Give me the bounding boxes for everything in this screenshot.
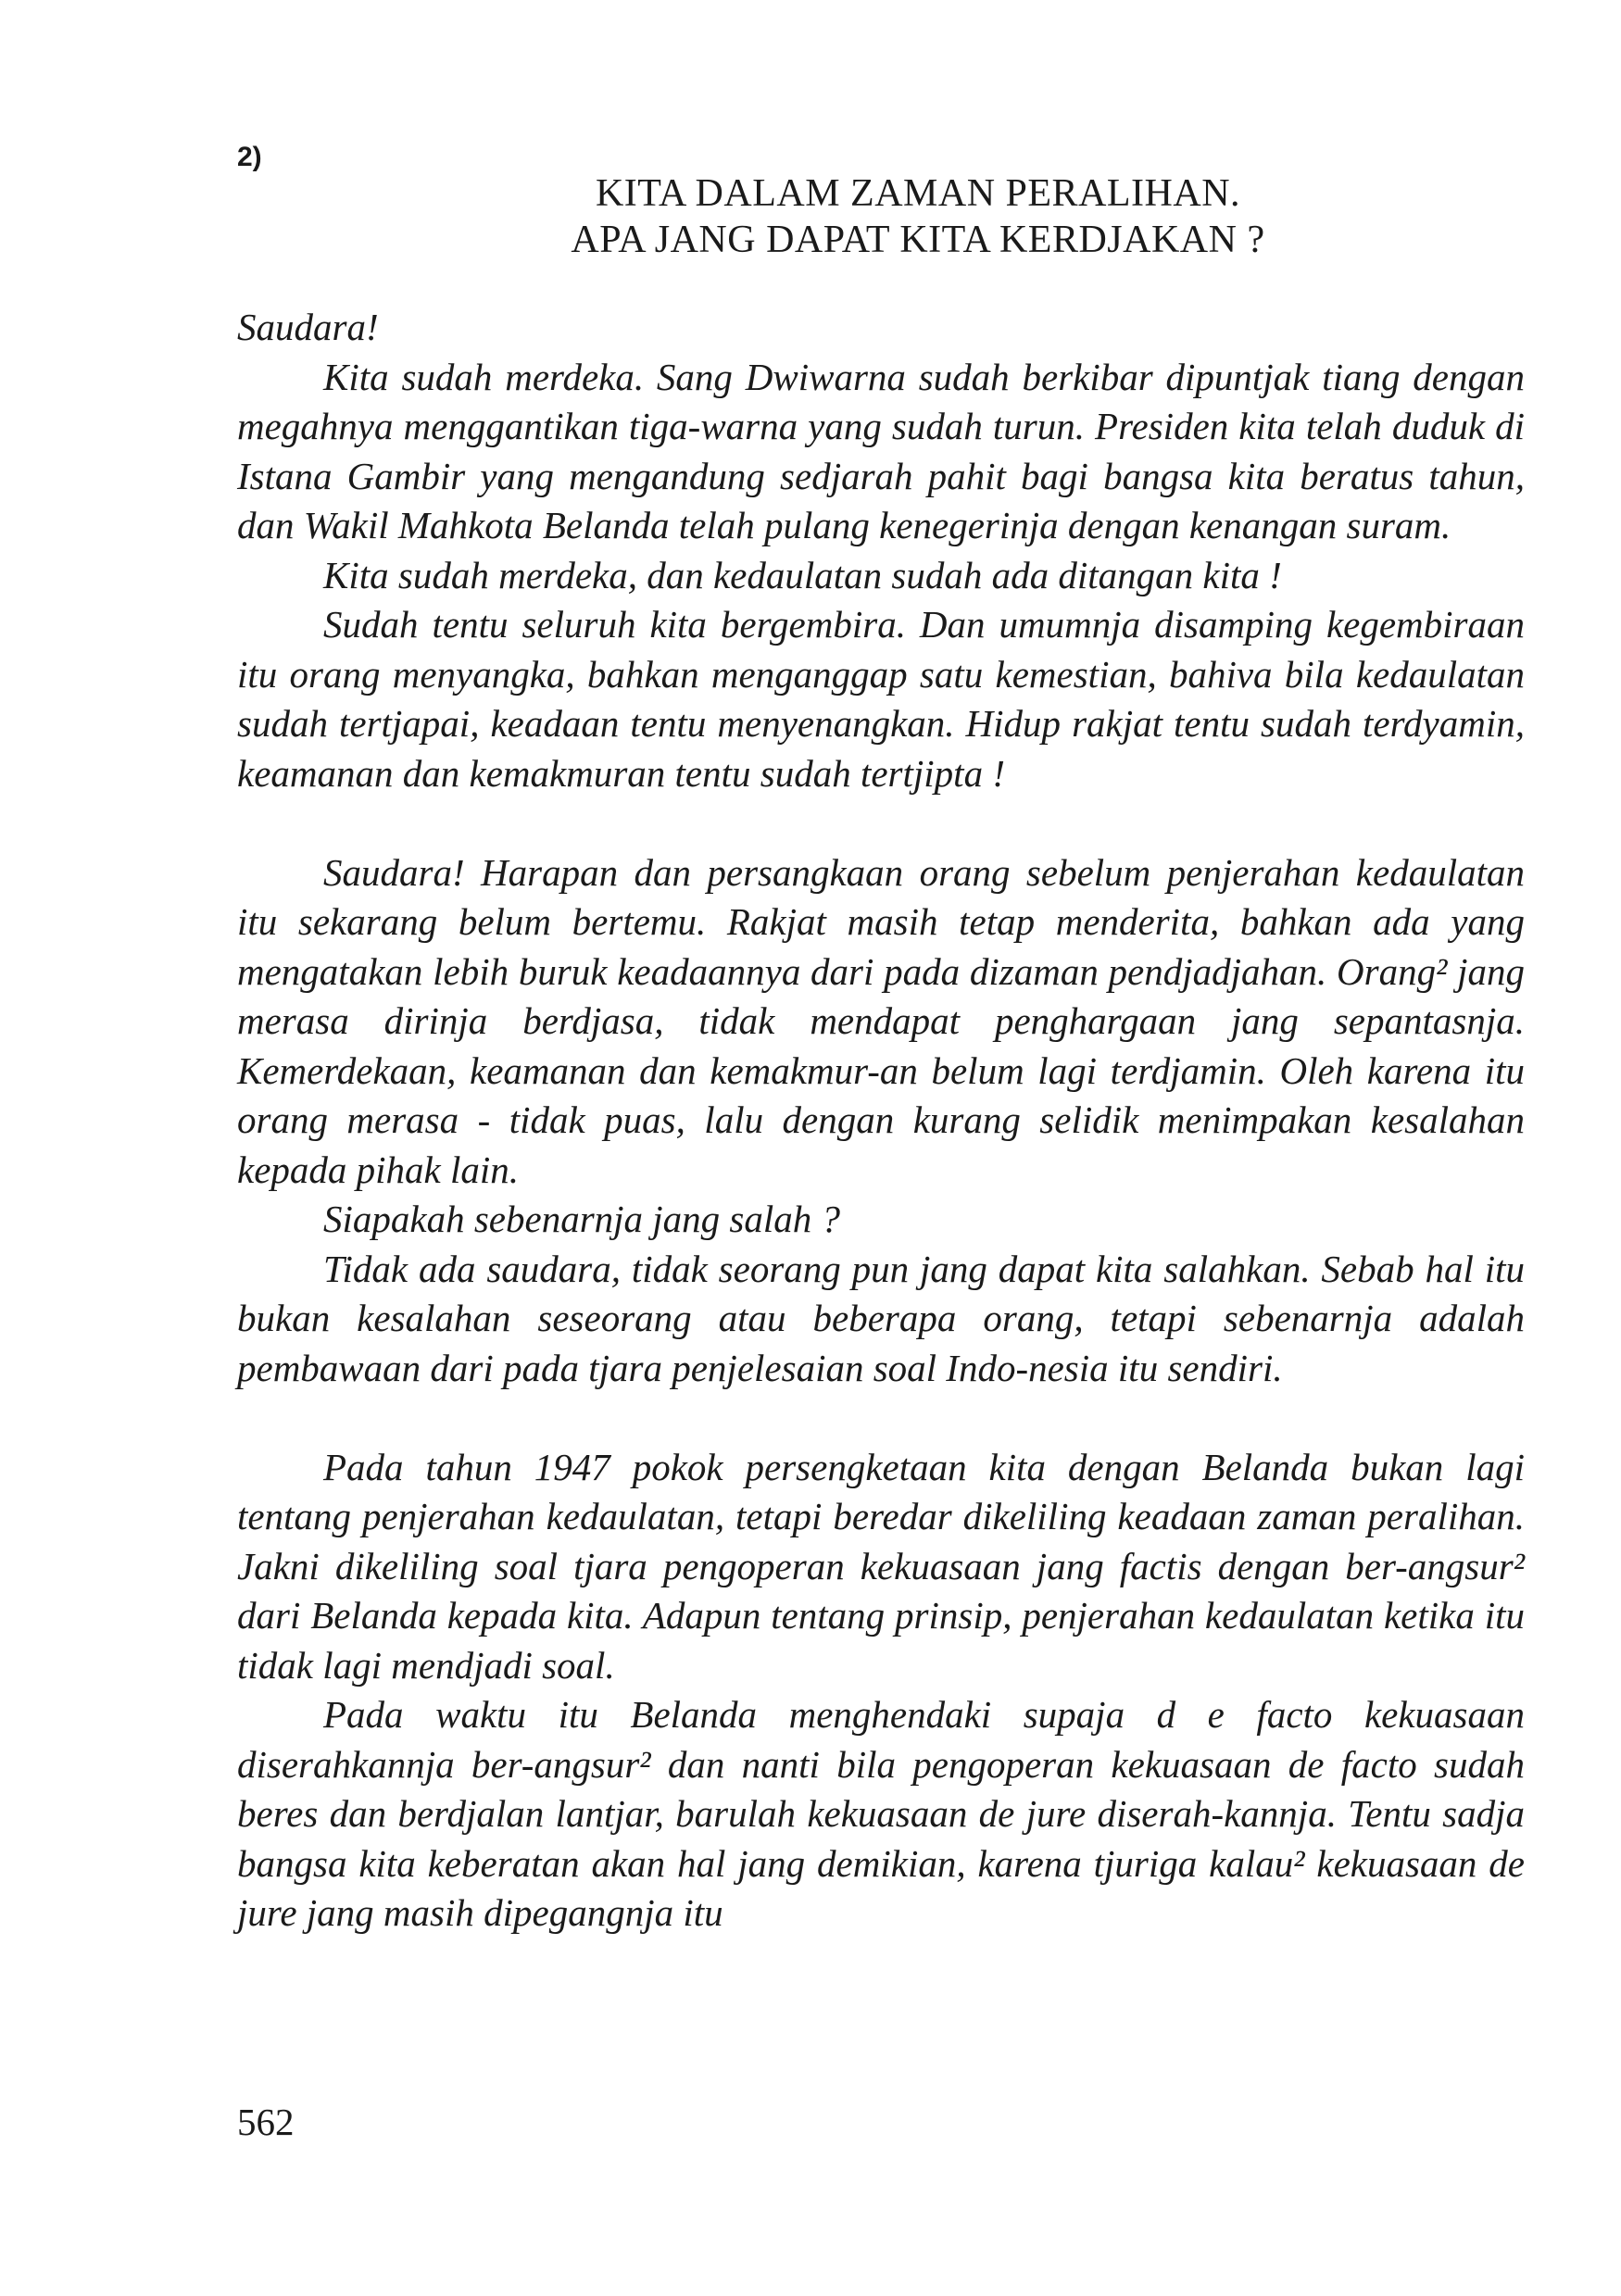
chapter-title-line-2: APA JANG DAPAT KITA KERDJAKAN ? — [571, 219, 1265, 261]
section-number: 2) — [237, 142, 262, 172]
chapter-title — [237, 170, 1525, 263]
chapter-title-line-1: KITA DALAM ZAMAN PERALIHAN. — [595, 172, 1241, 215]
paragraph: Sudah tentu seluruh kita bergembira. Dan umumnja disamping kegembiraan itu orang menyangka, bahkan menganggap satu kemestian, bahiva bila kedaulatan sudah tertjapai, keadaan tentu menyenangkan. Hidup rakjat tentu sudah terdyamin, keamanan dan kemakmuran tentu sudah tertjipta ! — [237, 603, 1525, 795]
paragraph: Tidak ada saudara, tidak seorang pun jang dapat kita salahkan. Sebab hal itu bukan kesalahan seseorang atau beberapa orang, tetapi sebenarnja adalah pembawaan dari pada tjara penjelesaian soal Indo-nesia itu sendiri. — [237, 1247, 1525, 1389]
paragraph: Siapakah sebenarnja jang salah ? — [323, 1198, 841, 1240]
salutation: Saudara! — [237, 306, 379, 348]
body-text — [237, 303, 1525, 1938]
page-number: 562 — [237, 2101, 295, 2143]
paragraph: Kita sudah merdeka. Sang Dwiwarna sudah berkibar dipuntjak tiang dengan megahnya menggantikan tiga-warna yang sudah turun. Presiden kita telah duduk di Istana Gambir yang mengandung sedjarah pahit bagi bangsa kita beratus tahun, dan Wakil Mahkota Belanda telah pulang kenegerinja dengan kenangan suram. — [237, 355, 1525, 546]
paragraph: Pada tahun 1947 pokok persengketaan kita dengan Belanda bukan lagi tentang penjerahan kedaulatan, tetapi beredar dikeliling keadaan zaman peralihan. Jakni dikeliling soal tjara pengoperan kekuasaan jang factis dengan ber-angsur² dari Belanda kepada kita. Adapun tentang prinsip, penjerahan kedaulatan ketika itu tidak lagi mendjadi soal. — [237, 1445, 1525, 1687]
paragraph: Saudara! Harapan dan persangkaan orang sebelum penjerahan kedaulatan itu sekarang belum bertemu. Rakjat masih tetap menderita, bahkan ada yang mengatakan lebih buruk keadaannya dari pada dizaman pendjadjahan. Orang² jang merasa dirinja berdjasa, tidak mendapat penghargaan jang sepantasnja. Kemerdekaan, keamanan dan kemakmur-an belum lagi terdjamin. Oleh karena itu orang merasa - tidak puas, lalu dengan kurang selidik menimpakan kesalahan kepada pihak lain. — [237, 850, 1525, 1191]
paragraph: Kita sudah merdeka, dan kedaulatan sudah ada ditangan kita ! — [323, 553, 1282, 596]
paragraph: Pada waktu itu Belanda menghendaki supaja d e facto kekuasaan diserahkannja ber-angsur² dan nanti bila pengoperan kekuasaan de facto sudah beres dan berdjalan lantjar, barulah kekuasaan de jure diserah-kannja. Tentu sadja bangsa kita keberatan akan hal jang demikian, karena tjuriga kalau² kekuasaan de jure jang masih dipegangnja itu — [237, 1693, 1525, 1934]
